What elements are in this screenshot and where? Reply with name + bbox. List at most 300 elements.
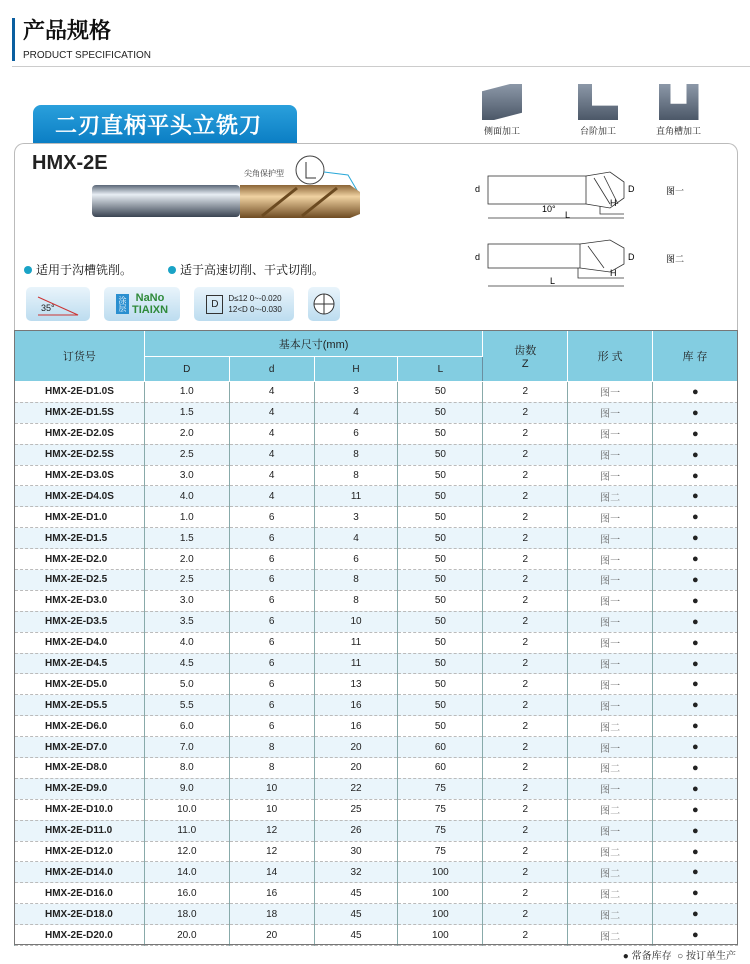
cell-form: 图二 [568, 925, 653, 946]
cell-code: HMX-2E-D1.5 [15, 528, 145, 549]
cell-form: 图一 [568, 674, 653, 695]
op-label: 直角槽加工 [656, 126, 702, 136]
col-L: L [398, 357, 483, 382]
table-row [15, 423, 738, 444]
table-row [15, 570, 738, 591]
cell-form: 图一 [568, 653, 653, 674]
op-label: 侧面加工 [483, 126, 520, 136]
cell-stock: ● [653, 507, 738, 528]
cell-form: 图一 [568, 778, 653, 799]
model-name: HMX-2E [32, 152, 108, 174]
cell-D: 2.0 [144, 423, 229, 444]
cell-stock: ● [653, 841, 738, 862]
helix-angle-badge [26, 287, 90, 321]
cell-stock: ● [653, 465, 738, 486]
cell-stock: ● [653, 549, 738, 570]
cell-H: 20 [314, 737, 398, 758]
cell-H: 32 [314, 862, 398, 883]
cell-d: 16 [229, 883, 314, 904]
cell-D: 7.0 [144, 737, 229, 758]
cell-form: 图一 [568, 611, 653, 632]
divider [12, 66, 750, 67]
cell-L: 100 [398, 904, 483, 925]
col-teeth: 齿数 Z [483, 331, 568, 382]
cell-form: 图二 [568, 904, 653, 925]
cell-code: HMX-2E-D7.0 [15, 737, 145, 758]
cell-form: 图一 [568, 820, 653, 841]
cell-d: 4 [229, 402, 314, 423]
table-row [15, 778, 738, 799]
svg-text:d: d [475, 184, 481, 194]
cell-stock: ● [653, 883, 738, 904]
col-H: H [314, 357, 398, 382]
cell-d: 6 [229, 695, 314, 716]
legend-made-to-order: ○ 按订单生产 [677, 951, 736, 962]
cell-z: 2 [483, 570, 568, 591]
table-row [15, 486, 738, 507]
cell-z: 2 [483, 402, 568, 423]
cell-stock: ● [653, 590, 738, 611]
cell-d: 4 [229, 465, 314, 486]
cell-L: 50 [398, 695, 483, 716]
cell-L: 75 [398, 799, 483, 820]
cell-code: HMX-2E-D5.5 [15, 695, 145, 716]
cell-code: HMX-2E-D14.0 [15, 862, 145, 883]
cell-d: 20 [229, 925, 314, 946]
cell-L: 50 [398, 611, 483, 632]
cell-z: 2 [483, 716, 568, 737]
cell-H: 13 [314, 674, 398, 695]
cell-stock: ● [653, 695, 738, 716]
cell-d: 6 [229, 632, 314, 653]
cell-d: 14 [229, 862, 314, 883]
cell-H: 45 [314, 904, 398, 925]
cell-z: 2 [483, 841, 568, 862]
coating-label: 涂层 [117, 296, 127, 312]
bullet-icon [168, 266, 176, 274]
cell-d: 6 [229, 570, 314, 591]
cell-H: 4 [314, 528, 398, 549]
svg-text:L: L [565, 210, 571, 220]
cell-code: HMX-2E-D12.0 [15, 841, 145, 862]
cell-code: HMX-2E-D1.0S [15, 382, 145, 403]
table-row [15, 841, 738, 862]
cell-z: 2 [483, 695, 568, 716]
cell-stock: ● [653, 758, 738, 779]
cell-H: 16 [314, 695, 398, 716]
cell-D: 14.0 [144, 862, 229, 883]
cell-form: 图一 [568, 590, 653, 611]
svg-text:D: D [628, 252, 635, 262]
cell-D: 18.0 [144, 904, 229, 925]
cell-code: HMX-2E-D16.0 [15, 883, 145, 904]
cell-L: 50 [398, 507, 483, 528]
legend-in-stock: ● 常备库存 [622, 951, 672, 962]
cell-d: 6 [229, 507, 314, 528]
cell-z: 2 [483, 820, 568, 841]
cell-L: 50 [398, 486, 483, 507]
cell-z: 2 [483, 486, 568, 507]
cell-D: 2.5 [144, 444, 229, 465]
cell-L: 50 [398, 423, 483, 444]
cell-D: 5.5 [144, 695, 229, 716]
col-basic: 基本尺寸(mm) [144, 331, 482, 357]
cell-L: 100 [398, 883, 483, 904]
svg-text:D: D [628, 184, 635, 194]
cell-H: 11 [314, 653, 398, 674]
cell-H: 22 [314, 778, 398, 799]
op-slot [656, 84, 701, 137]
cell-z: 2 [483, 758, 568, 779]
cell-form: 图一 [568, 507, 653, 528]
cell-H: 8 [314, 590, 398, 611]
cell-d: 4 [229, 486, 314, 507]
cell-code: HMX-2E-D4.0S [15, 486, 145, 507]
cell-z: 2 [483, 862, 568, 883]
cell-d: 4 [229, 423, 314, 444]
cell-z: 2 [483, 737, 568, 758]
table-row [15, 611, 738, 632]
cell-H: 45 [314, 925, 398, 946]
cell-stock: ● [653, 862, 738, 883]
cell-stock: ● [653, 799, 738, 820]
cell-H: 8 [314, 570, 398, 591]
cell-stock: ● [653, 486, 738, 507]
op-label: 台阶加工 [579, 126, 616, 136]
cell-form: 图二 [568, 862, 653, 883]
table-row [15, 402, 738, 423]
cell-stock: ● [653, 611, 738, 632]
cell-H: 11 [314, 486, 398, 507]
cell-L: 50 [398, 653, 483, 674]
cell-code: HMX-2E-D6.0 [15, 716, 145, 737]
cell-H: 3 [314, 507, 398, 528]
cell-d: 8 [229, 758, 314, 779]
cell-code: HMX-2E-D4.5 [15, 653, 145, 674]
side-milling-icon [482, 84, 522, 120]
section-title: 产品规格 [23, 18, 112, 43]
cell-code: HMX-2E-D20.0 [15, 925, 145, 946]
cell-H: 6 [314, 423, 398, 444]
cell-D: 20.0 [144, 925, 229, 946]
cell-D: 11.0 [144, 820, 229, 841]
cell-form: 图一 [568, 695, 653, 716]
feature-item [168, 261, 324, 278]
table-row [15, 444, 738, 465]
svg-text:d: d [475, 252, 481, 262]
cell-z: 2 [483, 925, 568, 946]
feature-text: 适于高速切削、干式切削。 [180, 263, 325, 277]
cell-H: 16 [314, 716, 398, 737]
cell-D: 4.0 [144, 486, 229, 507]
feature-item [24, 261, 132, 278]
cell-H: 25 [314, 799, 398, 820]
cell-d: 6 [229, 528, 314, 549]
cell-d: 18 [229, 904, 314, 925]
cell-L: 50 [398, 444, 483, 465]
cell-d: 6 [229, 674, 314, 695]
cell-stock: ● [653, 716, 738, 737]
two-flute-icon [313, 291, 335, 317]
svg-text:H: H [610, 198, 617, 208]
cell-D: 6.0 [144, 716, 229, 737]
cell-code: HMX-2E-D2.0 [15, 549, 145, 570]
cell-L: 50 [398, 382, 483, 403]
cell-H: 4 [314, 402, 398, 423]
svg-text:35°: 35° [41, 303, 55, 313]
col-stock: 库 存 [653, 331, 738, 382]
cell-z: 2 [483, 382, 568, 403]
step-milling-icon [578, 84, 618, 120]
cell-code: HMX-2E-D1.0 [15, 507, 145, 528]
cell-H: 6 [314, 549, 398, 570]
cell-H: 11 [314, 632, 398, 653]
cell-z: 2 [483, 590, 568, 611]
cell-z: 2 [483, 883, 568, 904]
table-row [15, 716, 738, 737]
cell-stock: ● [653, 653, 738, 674]
cell-stock: ● [653, 444, 738, 465]
svg-text:图一: 图一 [666, 186, 685, 196]
coating-badge [104, 287, 180, 321]
table-row [15, 382, 738, 403]
cell-z: 2 [483, 632, 568, 653]
cell-stock: ● [653, 925, 738, 946]
cell-form: 图一 [568, 632, 653, 653]
cell-L: 50 [398, 402, 483, 423]
cell-L: 50 [398, 549, 483, 570]
cell-form: 图二 [568, 486, 653, 507]
cell-code: HMX-2E-D11.0 [15, 820, 145, 841]
cell-H: 10 [314, 611, 398, 632]
col-form: 形 式 [568, 331, 653, 382]
cell-L: 50 [398, 528, 483, 549]
cell-code: HMX-2E-D5.0 [15, 674, 145, 695]
cell-H: 8 [314, 444, 398, 465]
table-row [15, 862, 738, 883]
cell-D: 3.5 [144, 611, 229, 632]
cell-D: 16.0 [144, 883, 229, 904]
table-row [15, 590, 738, 611]
cell-stock: ● [653, 737, 738, 758]
col-code: 订货号 [15, 331, 145, 382]
cell-L: 50 [398, 590, 483, 611]
table-row [15, 632, 738, 653]
table-row [15, 507, 738, 528]
cell-stock: ● [653, 570, 738, 591]
cell-L: 60 [398, 758, 483, 779]
op-step [578, 84, 618, 137]
cell-L: 50 [398, 716, 483, 737]
diameter-icon: D [206, 295, 223, 314]
cell-stock: ● [653, 382, 738, 403]
cell-D: 2.0 [144, 549, 229, 570]
cell-L: 50 [398, 465, 483, 486]
cell-d: 8 [229, 737, 314, 758]
cell-code: HMX-2E-D3.5 [15, 611, 145, 632]
cell-L: 50 [398, 570, 483, 591]
cell-L: 75 [398, 820, 483, 841]
dimension-drawing [470, 168, 690, 298]
table-row [15, 904, 738, 925]
cell-d: 6 [229, 590, 314, 611]
cell-stock: ● [653, 778, 738, 799]
cell-H: 45 [314, 883, 398, 904]
svg-text:图二: 图二 [666, 254, 685, 264]
table-row [15, 674, 738, 695]
cell-form: 图一 [568, 423, 653, 444]
cell-d: 6 [229, 549, 314, 570]
cell-D: 4.0 [144, 632, 229, 653]
cell-form: 图二 [568, 716, 653, 737]
cell-code: HMX-2E-D10.0 [15, 799, 145, 820]
cell-d: 6 [229, 716, 314, 737]
table-row [15, 653, 738, 674]
table-row [15, 799, 738, 820]
cell-D: 8.0 [144, 758, 229, 779]
cell-L: 50 [398, 674, 483, 695]
cell-D: 3.0 [144, 590, 229, 611]
cell-L: 50 [398, 632, 483, 653]
cell-code: HMX-2E-D2.5S [15, 444, 145, 465]
cell-z: 2 [483, 465, 568, 486]
col-D: D [144, 357, 229, 382]
tolerance-badge [194, 287, 294, 321]
cell-d: 6 [229, 653, 314, 674]
col-d: d [229, 357, 314, 382]
cell-stock: ● [653, 402, 738, 423]
table-row [15, 758, 738, 779]
cell-D: 12.0 [144, 841, 229, 862]
coating-type: TIAIXN [131, 304, 169, 316]
cell-form: 图一 [568, 549, 653, 570]
cell-z: 2 [483, 799, 568, 820]
cell-D: 4.5 [144, 653, 229, 674]
cell-z: 2 [483, 611, 568, 632]
cell-code: HMX-2E-D9.0 [15, 778, 145, 799]
cell-z: 2 [483, 778, 568, 799]
cell-D: 10.0 [144, 799, 229, 820]
table-row [15, 695, 738, 716]
feature-text: 适用于沟槽铣削。 [36, 263, 133, 277]
table-row [15, 528, 738, 549]
cell-form: 图二 [568, 883, 653, 904]
cell-code: HMX-2E-D3.0S [15, 465, 145, 486]
cell-form: 图一 [568, 444, 653, 465]
cell-form: 图一 [568, 528, 653, 549]
cell-D: 1.5 [144, 402, 229, 423]
stock-legend [623, 947, 736, 962]
cell-code: HMX-2E-D8.0 [15, 758, 145, 779]
cell-D: 3.0 [144, 465, 229, 486]
cell-code: HMX-2E-D2.0S [15, 423, 145, 444]
cell-stock: ● [653, 820, 738, 841]
cell-form: 图一 [568, 465, 653, 486]
svg-text:H: H [610, 268, 617, 278]
cell-H: 30 [314, 841, 398, 862]
corner-note: 尖角保护型 [244, 169, 284, 178]
cell-form: 图一 [568, 402, 653, 423]
cell-d: 12 [229, 841, 314, 862]
cell-D: 1.5 [144, 528, 229, 549]
end-mill-image [92, 180, 362, 220]
cell-form: 图二 [568, 841, 653, 862]
table-row [15, 549, 738, 570]
flute-badge [308, 287, 340, 321]
slot-milling-icon [659, 84, 699, 120]
cell-code: HMX-2E-D1.5S [15, 402, 145, 423]
cell-L: 100 [398, 925, 483, 946]
cell-D: 9.0 [144, 778, 229, 799]
product-title: 二刃直柄平头立铣刀 [33, 105, 297, 143]
table-row [15, 820, 738, 841]
cell-d: 6 [229, 611, 314, 632]
cell-code: HMX-2E-D18.0 [15, 904, 145, 925]
cell-D: 5.0 [144, 674, 229, 695]
cell-d: 10 [229, 778, 314, 799]
cell-form: 图一 [568, 737, 653, 758]
cell-form: 图二 [568, 799, 653, 820]
cell-D: 2.5 [144, 570, 229, 591]
cell-D: 1.0 [144, 382, 229, 403]
cell-form: 图二 [568, 758, 653, 779]
table-row [15, 737, 738, 758]
table-row [15, 465, 738, 486]
tolerance-line: D≤12 0~-0.020 [228, 294, 282, 303]
cell-D: 1.0 [144, 507, 229, 528]
svg-text:L: L [550, 276, 556, 286]
cell-d: 4 [229, 382, 314, 403]
cell-z: 2 [483, 653, 568, 674]
spec-table [14, 330, 738, 946]
helix-angle-icon [33, 291, 83, 317]
table-row [15, 883, 738, 904]
coating-name: NaNo [135, 292, 165, 304]
cell-d: 10 [229, 799, 314, 820]
cell-d: 4 [229, 444, 314, 465]
cell-z: 2 [483, 528, 568, 549]
cell-stock: ● [653, 423, 738, 444]
cell-z: 2 [483, 507, 568, 528]
cell-z: 2 [483, 549, 568, 570]
section-subtitle: PRODUCT SPECIFICATION [23, 50, 151, 61]
cell-code: HMX-2E-D2.5 [15, 570, 145, 591]
cell-stock: ● [653, 528, 738, 549]
cell-L: 100 [398, 862, 483, 883]
cell-stock: ● [653, 674, 738, 695]
table-row [15, 925, 738, 946]
cell-d: 12 [229, 820, 314, 841]
cell-H: 20 [314, 758, 398, 779]
op-side [482, 84, 522, 137]
tolerance-line: 12<D 0~-0.030 [228, 305, 282, 314]
cell-z: 2 [483, 444, 568, 465]
cell-z: 2 [483, 904, 568, 925]
cell-code: HMX-2E-D3.0 [15, 590, 145, 611]
cell-L: 75 [398, 778, 483, 799]
svg-text:10°: 10° [542, 204, 556, 214]
cell-z: 2 [483, 674, 568, 695]
cell-form: 图一 [568, 382, 653, 403]
cell-L: 60 [398, 737, 483, 758]
section-header [12, 18, 151, 61]
bullet-icon [24, 266, 32, 274]
cell-H: 26 [314, 820, 398, 841]
cell-stock: ● [653, 904, 738, 925]
cell-H: 3 [314, 382, 398, 403]
cell-stock: ● [653, 632, 738, 653]
cell-form: 图一 [568, 570, 653, 591]
